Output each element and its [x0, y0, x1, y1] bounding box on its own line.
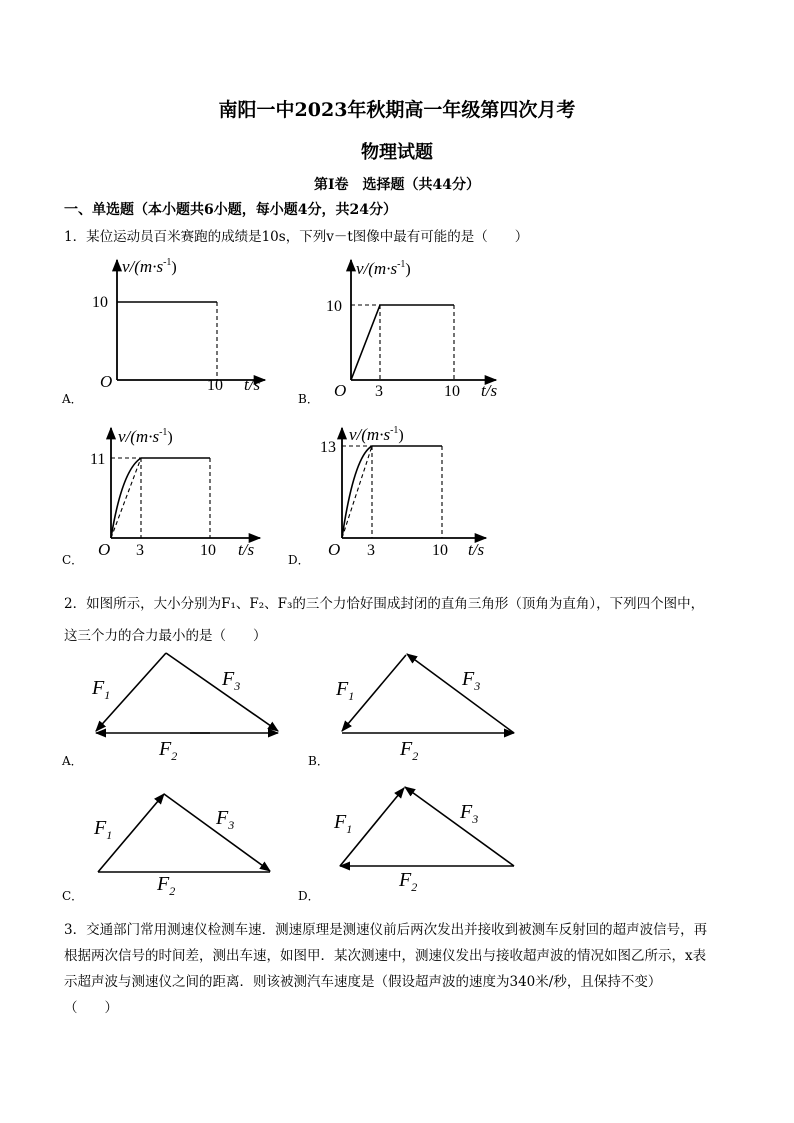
- f3-label: F: [222, 668, 235, 690]
- f2-subscript: 2: [171, 749, 178, 763]
- f1-subscript: 1: [348, 689, 355, 703]
- option-c: C．: [62, 553, 84, 567]
- question-3-line1: 3．交通部门常用测速仪检测车速．测速原理是测速仪前后两次发出并接收到被测车反射回的超声波信号，再: [64, 922, 708, 938]
- svg-text:F2: [158, 738, 177, 763]
- svg-text:v/(m·s-1): [122, 257, 177, 276]
- f2-label: F: [399, 869, 412, 891]
- part-heading: 第Ⅰ卷 选择题（共44分）: [313, 177, 481, 193]
- velocity-line: [351, 305, 454, 380]
- section-heading: 一、单选题（本小题共6小题，每小题4分，共24分）: [64, 202, 397, 218]
- f2-label: F: [400, 738, 413, 760]
- y-axis-close: ): [405, 261, 411, 278]
- f3-subscript: 3: [472, 812, 479, 826]
- vmax-label: 10: [326, 298, 342, 315]
- f1-subscript: 1: [346, 822, 353, 836]
- option-b: B．: [308, 754, 329, 768]
- f1-label: F: [334, 811, 347, 833]
- t-axis-label: t/s: [468, 540, 485, 559]
- f3-label: F: [462, 668, 475, 690]
- f1-subscript: 1: [104, 688, 111, 702]
- triangle-a: [60, 645, 300, 775]
- velocity-curve: [342, 446, 442, 538]
- y-axis-close: ): [398, 427, 404, 444]
- svg-text:F2: [156, 873, 175, 898]
- f1-label: F: [336, 678, 349, 700]
- t-axis-label: t/s: [481, 381, 498, 400]
- f2-label: F: [157, 873, 170, 895]
- f3-label: F: [460, 801, 473, 823]
- origin-label: O: [98, 540, 111, 559]
- y-axis-exp: -1: [163, 257, 172, 268]
- t1-label: 3: [367, 542, 375, 559]
- triangle-b: [306, 645, 546, 775]
- t1-label: 3: [375, 383, 383, 400]
- vmax-label: 10: [92, 294, 108, 311]
- y-axis-label: v/(m·s: [122, 257, 164, 276]
- f3-arrow: [405, 787, 514, 866]
- graph-b: [296, 250, 536, 410]
- f1-subscript: 1: [106, 828, 113, 842]
- option-d: D．: [288, 553, 310, 567]
- graph-d: [286, 420, 526, 570]
- y-axis-label: v/(m·s: [349, 425, 391, 444]
- t-axis-label: t/s: [238, 540, 255, 559]
- y-axis-label: v/(m·s: [356, 259, 398, 278]
- svg-text:F3: [461, 668, 480, 693]
- svg-text:v/(m·s-1): [356, 259, 411, 278]
- svg-text:v/(m·s-1): [349, 425, 404, 444]
- svg-text:F1: [333, 811, 352, 836]
- option-d: D．: [298, 889, 320, 903]
- t1-label: 3: [136, 542, 144, 559]
- option-c: C．: [62, 889, 84, 903]
- question-1-stem: 1．某位运动员百米赛跑的成绩是10s，下列v－t图像中最有可能的是（ ）: [64, 229, 529, 245]
- svg-text:F3: [459, 801, 478, 826]
- origin-label: O: [328, 540, 341, 559]
- f2-subscript: 2: [169, 884, 176, 898]
- dashed-chord: [342, 446, 372, 538]
- t2-label: 10: [432, 542, 448, 559]
- y-axis-label: v/(m·s: [118, 427, 160, 446]
- graph-c: [60, 420, 300, 570]
- question-2-stem-line2: 这三个力的合力最小的是（ ）: [64, 628, 267, 644]
- vmax-label: 11: [90, 451, 106, 468]
- f3-subscript: 3: [474, 679, 481, 693]
- y-axis-close: ): [167, 429, 173, 446]
- triangle-c: [60, 782, 300, 907]
- option-b: B．: [298, 392, 319, 406]
- question-2-stem-line1: 2．如图所示，大小分别为F₁、F₂、F₃的三个力恰好围成封闭的直角三角形（顶角为直角），下列四个图中，: [64, 596, 705, 612]
- f1-label: F: [92, 677, 105, 699]
- f2-label: F: [159, 738, 172, 760]
- option-a: A．: [62, 754, 83, 768]
- y-axis-close: ): [171, 259, 177, 276]
- origin-label: O: [334, 381, 347, 400]
- origin-label: O: [100, 372, 113, 391]
- question-3-line3: 示超声波与测速仪之间的距离．则该被测汽车速度是（假设超声波的速度为340米/秒，且保持不变）: [64, 974, 662, 990]
- f3-arrow: [407, 654, 514, 733]
- question-3-line2: 根据两次信号的时间差，测出车速，如图甲．某次测速中，测速仪发出与接收超声波的情况如图乙所示，x表: [64, 948, 707, 964]
- exam-subtitle: 物理试题: [361, 142, 433, 163]
- svg-text:F3: [215, 807, 234, 832]
- svg-text:F1: [335, 678, 354, 703]
- svg-text:F2: [398, 869, 417, 894]
- f3-arrow: [164, 794, 270, 871]
- t-axis-label: t/s: [244, 375, 261, 394]
- svg-text:F1: [93, 817, 112, 842]
- f2-subscript: 2: [411, 880, 418, 894]
- f1-label: F: [94, 817, 107, 839]
- option-a: A．: [62, 392, 83, 406]
- t2-label: 10: [207, 377, 223, 394]
- dashed-chord: [111, 458, 141, 538]
- y-axis-exp: -1: [390, 425, 399, 436]
- f3-label: F: [216, 807, 229, 829]
- svg-text:v/(m·s-1): [118, 427, 173, 446]
- svg-text:F3: [221, 668, 240, 693]
- question-3-line4: （ ）: [64, 1000, 118, 1016]
- triangle-d: [296, 782, 536, 907]
- t2-label: 10: [444, 383, 460, 400]
- svg-text:F1: [91, 677, 110, 702]
- f3-arrow: [166, 653, 278, 731]
- y-axis-exp: -1: [159, 427, 168, 438]
- exam-title: 南阳一中2023年秋期高一年级第四次月考: [218, 99, 576, 121]
- t2-label: 10: [200, 542, 216, 559]
- vmax-label: 13: [320, 439, 336, 456]
- svg-text:F2: [399, 738, 418, 763]
- f3-subscript: 3: [228, 818, 235, 832]
- f3-subscript: 3: [234, 679, 241, 693]
- y-axis-exp: -1: [397, 259, 406, 270]
- f2-subscript: 2: [412, 749, 419, 763]
- graph-a: [60, 250, 300, 410]
